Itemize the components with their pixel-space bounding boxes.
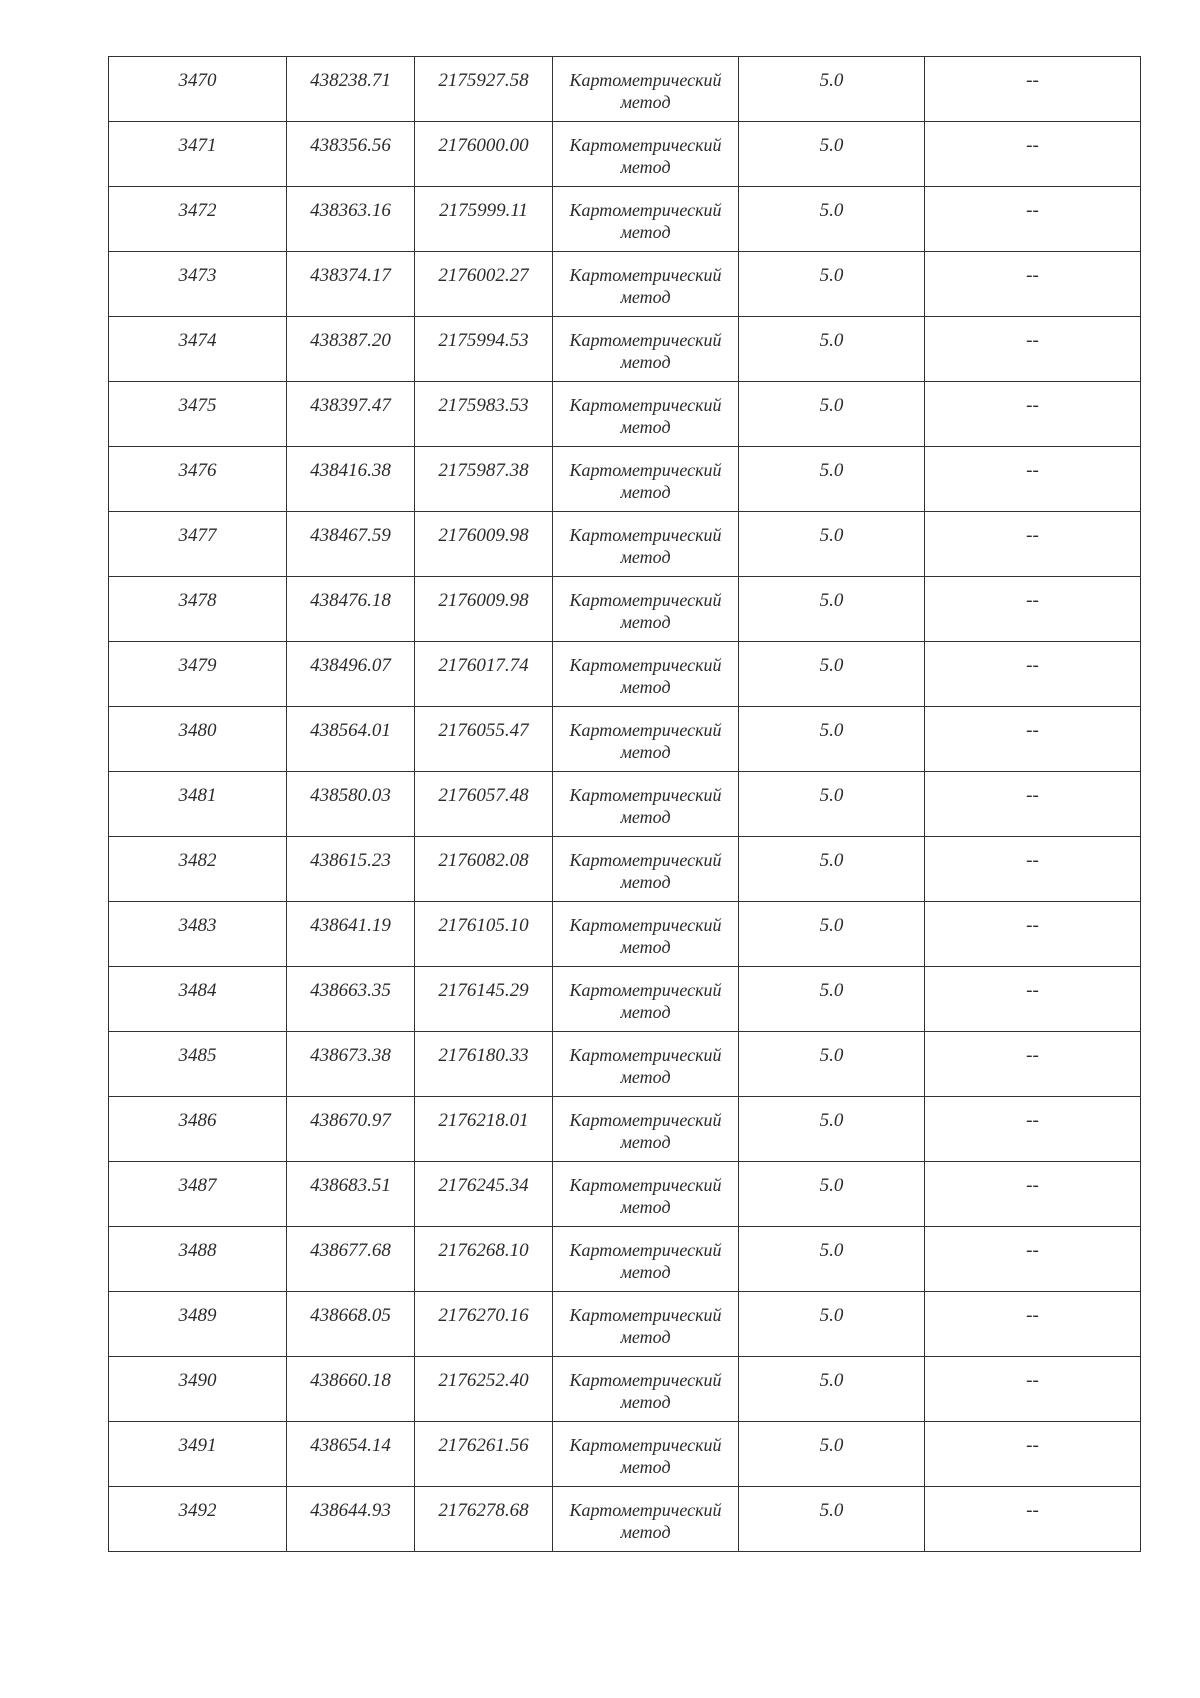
x-coordinate-cell: 438615.23 — [287, 837, 415, 902]
table-row — [109, 1227, 1141, 1292]
description-cell: -- — [925, 707, 1141, 772]
method-cell: Картометрический метод — [553, 317, 739, 382]
point-number-cell: 3478 — [109, 577, 287, 642]
method-cell: Картометрический метод — [553, 1487, 739, 1552]
method-cell: Картометрический метод — [553, 1357, 739, 1422]
y-coordinate-cell: 2175983.53 — [415, 382, 553, 447]
method-cell: Картометрический метод — [553, 57, 739, 122]
y-coordinate-cell: 2176261.56 — [415, 1422, 553, 1487]
description-cell: -- — [925, 1162, 1141, 1227]
point-number-cell: 3471 — [109, 122, 287, 187]
point-number-cell: 3476 — [109, 447, 287, 512]
method-cell: Картометрический метод — [553, 1162, 739, 1227]
x-coordinate-cell: 438374.17 — [287, 252, 415, 317]
accuracy-cell: 5.0 — [739, 317, 925, 382]
accuracy-cell: 5.0 — [739, 1422, 925, 1487]
point-number-cell: 3487 — [109, 1162, 287, 1227]
method-cell: Картометрический метод — [553, 187, 739, 252]
point-number-cell: 3492 — [109, 1487, 287, 1552]
point-number-cell: 3490 — [109, 1357, 287, 1422]
x-coordinate-cell: 438467.59 — [287, 512, 415, 577]
accuracy-cell: 5.0 — [739, 447, 925, 512]
y-coordinate-cell: 2175987.38 — [415, 447, 553, 512]
description-cell: -- — [925, 382, 1141, 447]
method-cell: Картометрический метод — [553, 967, 739, 1032]
accuracy-cell: 5.0 — [739, 707, 925, 772]
x-coordinate-cell: 438356.56 — [287, 122, 415, 187]
x-coordinate-cell: 438683.51 — [287, 1162, 415, 1227]
point-number-cell: 3477 — [109, 512, 287, 577]
point-number-cell: 3479 — [109, 642, 287, 707]
accuracy-cell: 5.0 — [739, 1487, 925, 1552]
table-row — [109, 447, 1141, 512]
y-coordinate-cell: 2176270.16 — [415, 1292, 553, 1357]
x-coordinate-cell: 438644.93 — [287, 1487, 415, 1552]
table-row — [109, 512, 1141, 577]
table-row — [109, 1097, 1141, 1162]
point-number-cell: 3482 — [109, 837, 287, 902]
x-coordinate-cell: 438654.14 — [287, 1422, 415, 1487]
method-cell: Картометрический метод — [553, 252, 739, 317]
description-cell: -- — [925, 57, 1141, 122]
accuracy-cell: 5.0 — [739, 1032, 925, 1097]
point-number-cell: 3489 — [109, 1292, 287, 1357]
table-row — [109, 772, 1141, 837]
y-coordinate-cell: 2176009.98 — [415, 577, 553, 642]
table-row — [109, 1032, 1141, 1097]
y-coordinate-cell: 2176082.08 — [415, 837, 553, 902]
table-row — [109, 252, 1141, 317]
point-number-cell: 3472 — [109, 187, 287, 252]
table-row — [109, 317, 1141, 382]
x-coordinate-cell: 438238.71 — [287, 57, 415, 122]
accuracy-cell: 5.0 — [739, 1097, 925, 1162]
point-number-cell: 3486 — [109, 1097, 287, 1162]
y-coordinate-cell: 2176252.40 — [415, 1357, 553, 1422]
y-coordinate-cell: 2175927.58 — [415, 57, 553, 122]
accuracy-cell: 5.0 — [739, 252, 925, 317]
x-coordinate-cell: 438363.16 — [287, 187, 415, 252]
y-coordinate-cell: 2176180.33 — [415, 1032, 553, 1097]
x-coordinate-cell: 438660.18 — [287, 1357, 415, 1422]
description-cell: -- — [925, 447, 1141, 512]
y-coordinate-cell: 2175994.53 — [415, 317, 553, 382]
accuracy-cell: 5.0 — [739, 577, 925, 642]
accuracy-cell: 5.0 — [739, 512, 925, 577]
point-number-cell: 3481 — [109, 772, 287, 837]
description-cell: -- — [925, 837, 1141, 902]
y-coordinate-cell: 2176002.27 — [415, 252, 553, 317]
method-cell: Картометрический метод — [553, 1422, 739, 1487]
accuracy-cell: 5.0 — [739, 187, 925, 252]
method-cell: Картометрический метод — [553, 382, 739, 447]
point-number-cell: 3473 — [109, 252, 287, 317]
description-cell: -- — [925, 1032, 1141, 1097]
description-cell: -- — [925, 772, 1141, 837]
point-number-cell: 3474 — [109, 317, 287, 382]
table-row — [109, 837, 1141, 902]
x-coordinate-cell: 438580.03 — [287, 772, 415, 837]
method-cell: Картометрический метод — [553, 512, 739, 577]
description-cell: -- — [925, 1357, 1141, 1422]
table-row — [109, 187, 1141, 252]
coordinates-table-body — [109, 57, 1141, 1552]
x-coordinate-cell: 438416.38 — [287, 447, 415, 512]
description-cell: -- — [925, 1227, 1141, 1292]
y-coordinate-cell: 2175999.11 — [415, 187, 553, 252]
table-row — [109, 1487, 1141, 1552]
method-cell: Картометрический метод — [553, 1097, 739, 1162]
table-row — [109, 902, 1141, 967]
x-coordinate-cell: 438387.20 — [287, 317, 415, 382]
description-cell: -- — [925, 1097, 1141, 1162]
accuracy-cell: 5.0 — [739, 1292, 925, 1357]
y-coordinate-cell: 2176057.48 — [415, 772, 553, 837]
table-row — [109, 1162, 1141, 1227]
accuracy-cell: 5.0 — [739, 772, 925, 837]
x-coordinate-cell: 438673.38 — [287, 1032, 415, 1097]
point-number-cell: 3470 — [109, 57, 287, 122]
accuracy-cell: 5.0 — [739, 1357, 925, 1422]
description-cell: -- — [925, 252, 1141, 317]
y-coordinate-cell: 2176105.10 — [415, 902, 553, 967]
accuracy-cell: 5.0 — [739, 1227, 925, 1292]
y-coordinate-cell: 2176055.47 — [415, 707, 553, 772]
description-cell: -- — [925, 187, 1141, 252]
x-coordinate-cell: 438476.18 — [287, 577, 415, 642]
method-cell: Картометрический метод — [553, 447, 739, 512]
description-cell: -- — [925, 512, 1141, 577]
description-cell: -- — [925, 902, 1141, 967]
table-row — [109, 967, 1141, 1032]
accuracy-cell: 5.0 — [739, 902, 925, 967]
method-cell: Картометрический метод — [553, 122, 739, 187]
y-coordinate-cell: 2176000.00 — [415, 122, 553, 187]
method-cell: Картометрический метод — [553, 772, 739, 837]
point-number-cell: 3484 — [109, 967, 287, 1032]
accuracy-cell: 5.0 — [739, 837, 925, 902]
point-number-cell: 3485 — [109, 1032, 287, 1097]
x-coordinate-cell: 438668.05 — [287, 1292, 415, 1357]
method-cell: Картометрический метод — [553, 577, 739, 642]
y-coordinate-cell: 2176145.29 — [415, 967, 553, 1032]
accuracy-cell: 5.0 — [739, 1162, 925, 1227]
y-coordinate-cell: 2176245.34 — [415, 1162, 553, 1227]
table-row — [109, 57, 1141, 122]
table-row — [109, 642, 1141, 707]
description-cell: -- — [925, 967, 1141, 1032]
table-row — [109, 1357, 1141, 1422]
table-row — [109, 1422, 1141, 1487]
description-cell: -- — [925, 642, 1141, 707]
method-cell: Картометрический метод — [553, 642, 739, 707]
x-coordinate-cell: 438677.68 — [287, 1227, 415, 1292]
x-coordinate-cell: 438641.19 — [287, 902, 415, 967]
method-cell: Картометрический метод — [553, 1227, 739, 1292]
accuracy-cell: 5.0 — [739, 57, 925, 122]
coordinates-table — [108, 56, 1141, 1552]
point-number-cell: 3488 — [109, 1227, 287, 1292]
y-coordinate-cell: 2176278.68 — [415, 1487, 553, 1552]
description-cell: -- — [925, 1292, 1141, 1357]
y-coordinate-cell: 2176009.98 — [415, 512, 553, 577]
description-cell: -- — [925, 1487, 1141, 1552]
point-number-cell: 3491 — [109, 1422, 287, 1487]
accuracy-cell: 5.0 — [739, 642, 925, 707]
table-row — [109, 382, 1141, 447]
table-row — [109, 707, 1141, 772]
table-row — [109, 1292, 1141, 1357]
point-number-cell: 3483 — [109, 902, 287, 967]
x-coordinate-cell: 438564.01 — [287, 707, 415, 772]
point-number-cell: 3480 — [109, 707, 287, 772]
y-coordinate-cell: 2176017.74 — [415, 642, 553, 707]
x-coordinate-cell: 438663.35 — [287, 967, 415, 1032]
x-coordinate-cell: 438397.47 — [287, 382, 415, 447]
x-coordinate-cell: 438496.07 — [287, 642, 415, 707]
x-coordinate-cell: 438670.97 — [287, 1097, 415, 1162]
accuracy-cell: 5.0 — [739, 967, 925, 1032]
description-cell: -- — [925, 122, 1141, 187]
point-number-cell: 3475 — [109, 382, 287, 447]
table-row — [109, 122, 1141, 187]
accuracy-cell: 5.0 — [739, 382, 925, 447]
table-row — [109, 577, 1141, 642]
method-cell: Картометрический метод — [553, 707, 739, 772]
method-cell: Картометрический метод — [553, 1292, 739, 1357]
description-cell: -- — [925, 317, 1141, 382]
accuracy-cell: 5.0 — [739, 122, 925, 187]
method-cell: Картометрический метод — [553, 837, 739, 902]
method-cell: Картометрический метод — [553, 1032, 739, 1097]
y-coordinate-cell: 2176268.10 — [415, 1227, 553, 1292]
y-coordinate-cell: 2176218.01 — [415, 1097, 553, 1162]
description-cell: -- — [925, 1422, 1141, 1487]
method-cell: Картометрический метод — [553, 902, 739, 967]
description-cell: -- — [925, 577, 1141, 642]
